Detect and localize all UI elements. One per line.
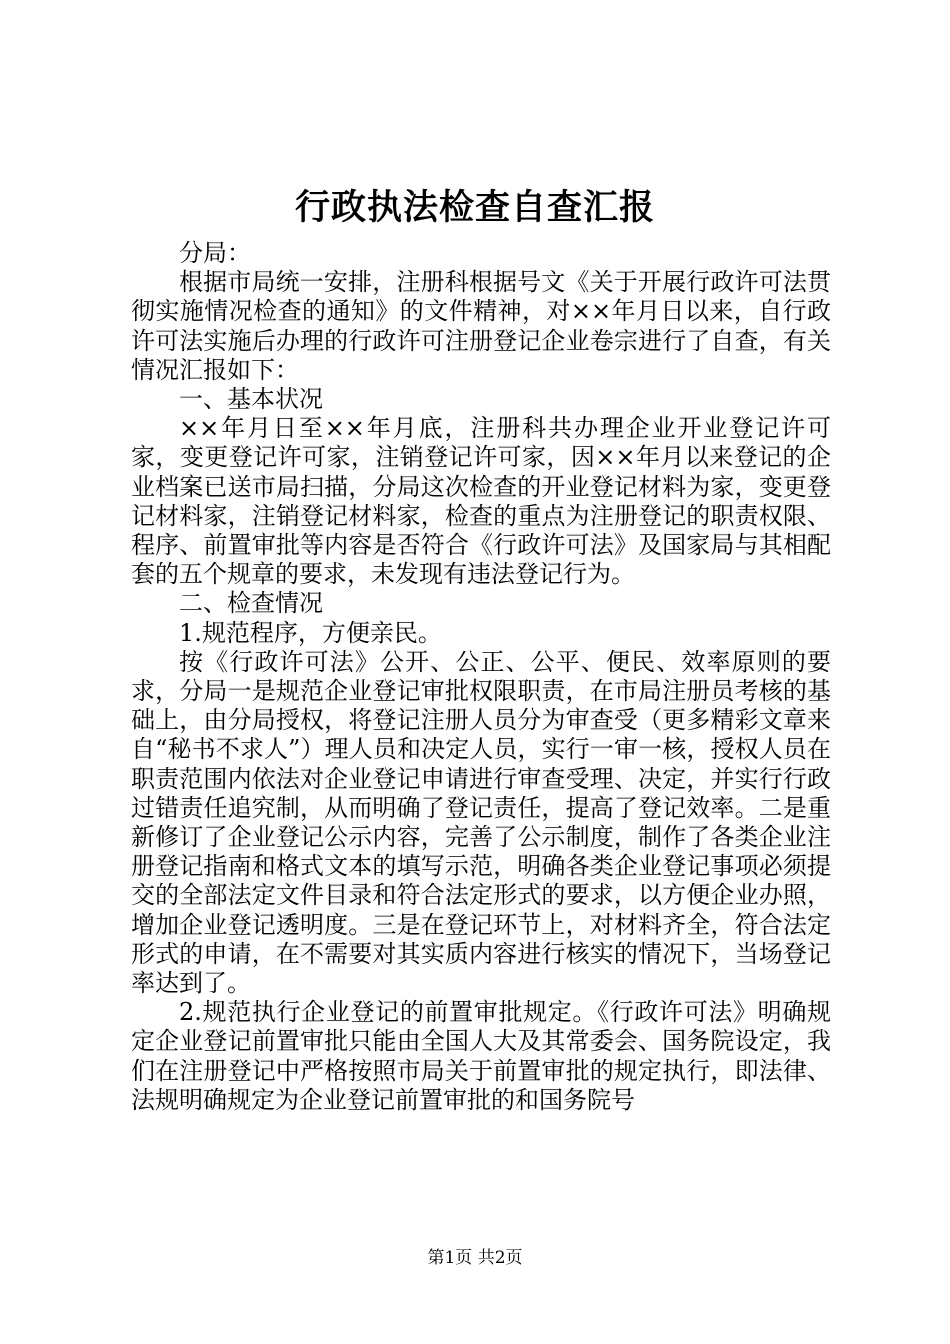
procedure-paragraph: 按《行政许可法》公开、公正、公平、便民、效率原则的要求，分局一是规范企业登记审批权限职责，在市局注册员考核的基础上，由分局授权，将登记注册人员分为审查受（更多精彩文章来自“秘书不求人”）理人员和决定人员，实行一审一核，授权人员在职责范围内依法对企业登记申请进行审查受理、决定，并实行行政过错责任追究制，从而明确了登记责任，提高了登记效率。二是重新修订了企业登记公示内容，完善了公示制度，制作了各类企业注册登记指南和格式文本的填写示范，明确各类企业登记事项必须提交的全部法定文件目录和符合法定形式的要求，以方便企业办照，增加企业登记透明度。三是在登记环节上，对材料齐全，符合法定形式的申请，在不需要对其实质内容进行核实的情况下，当场登记率达到了。 — [131, 647, 831, 998]
subheading-procedure: 1.规范程序，方便亲民。 — [179, 618, 442, 647]
pre-approval-paragraph: 2.规范执行企业登记的前置审批规定。《行政许可法》明确规定企业登记前置审批只能由全国人大及其常委会、国务院设定，我们在注册登记中严格按照市局关于前置审批的规定执行，即法律、法规明确规定为企业登记前置审批的和国务院号 — [131, 998, 831, 1114]
section-heading-inspection: 二、检查情况 — [179, 589, 323, 618]
salutation: 分局： — [179, 239, 251, 267]
intro-paragraph: 根据市局统一安排，注册科根据号文《关于开展行政许可法贯彻实施情况检查的通知》的文件精神，对××年月日以来，自行政许可法实施后办理的行政许可注册登记企业卷宗进行了自查，有关情况汇报如下： — [131, 268, 831, 384]
document-body — [131, 239, 831, 1115]
section-heading-basic-status: 一、基本状况 — [179, 385, 323, 414]
basic-status-paragraph: ××年月日至××年月底，注册科共办理企业开业登记许可家，变更登记许可家，注销登记许可家，因××年月以来登记的企业档案已送市局扫描，分局这次检查的开业登记材料为家，变更登记材料家，注销登记材料家，检查的重点为注册登记的职责权限、程序、前置审批等内容是否符合《行政许可法》及国家局与其相配套的五个规章的要求，未发现有违法登记行为。 — [131, 414, 831, 589]
document-title: 行政执法检查自查汇报 — [294, 187, 655, 228]
page-footer: 第1页 共2页 — [427, 1248, 523, 1268]
